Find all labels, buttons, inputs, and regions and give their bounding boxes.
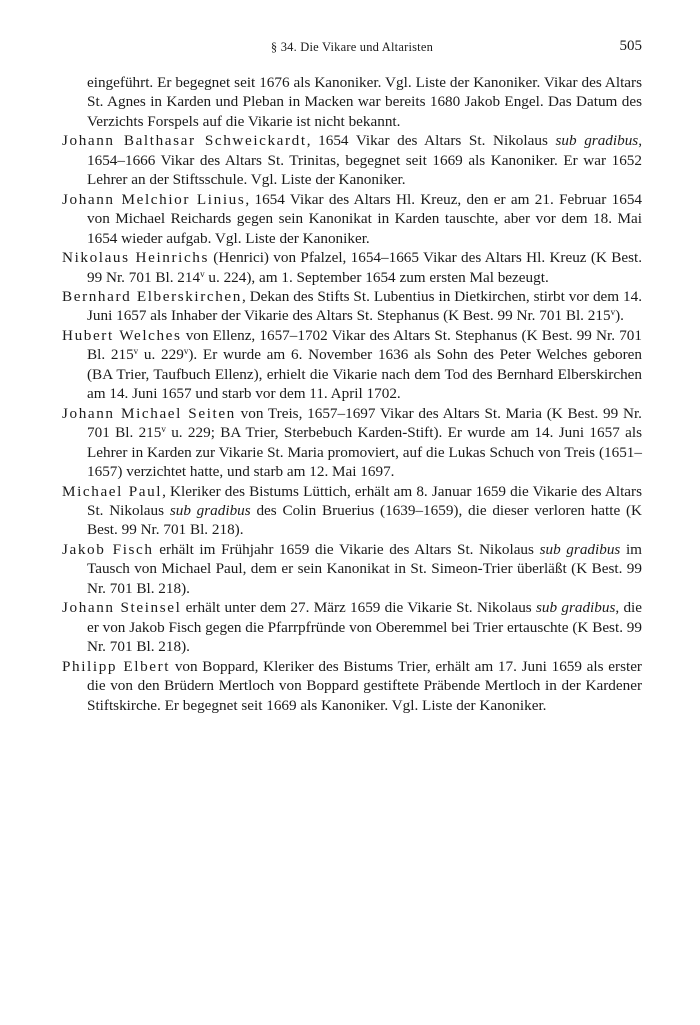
entry-text: u. 229: [138, 346, 184, 364]
entry-text: des Colin Bruerius (1639–1659), die dieser verloren hatte (K Best. 99 Nr. 701 Bl. 218).: [87, 501, 642, 539]
entry-name: Nikolaus Heinrichs: [62, 249, 209, 267]
entry-list: [62, 131, 642, 715]
latin-phrase: sub gradibus: [535, 599, 616, 617]
continuation-paragraph: eingeführt. Er begegnet seit 1676 als Kanoniker. Vgl. Liste der Kanoniker. Vikar des Altars St. Agnes in Karden und Pleban in Macken war bereits 1680 Jakob Engel. Das Datum des Verzichts Forspels auf die Vikarie ist nicht bekannt.: [87, 74, 642, 130]
entry-name: Johann Balthasar Schweickardt: [62, 132, 307, 150]
entry-name: Philipp Elbert: [62, 657, 171, 675]
entry-text: (Henrici) von Pfalzel, 1654–1665 Vikar des Altars Hl. Kreuz (K Best. 99 Nr. 701 Bl. 214: [87, 249, 642, 286]
entry-name: Johann Melchior Linius: [62, 190, 246, 208]
entry-name: Jakob Fisch: [62, 540, 154, 558]
entry-text: von Ellenz, 1657–1702 Vikar des Altars St. Stephanus (K Best. 99 Nr. 701 Bl. 215: [87, 326, 642, 364]
entry-text: , Kleriker des Bistums Lüttich, erhält am 8. Januar 1659 die Vikarie des Altars St. Nikolaus: [87, 482, 642, 519]
entry-text: , die er von Jakob Fisch gegen die Pfarrpfründe von Oberemmel bei Trier ertauschte (K Best. 99 Nr. 701 Bl. 218).: [87, 599, 643, 656]
entry-paragraph: [62, 657, 642, 715]
entry-name: Michael Paul: [62, 482, 163, 500]
entry-text: von Boppard, Kleriker des Bistums Trier, erhält am 17. Juni 1659 als erster die von den Brüdern Mertloch von Boppard gestiftete Präbende Mertloch in der Kardener Stiftskirche. Er begegnet seit 1669 als Kanoniker. Vgl. Liste der Kanoniker.: [87, 657, 642, 714]
entry-text: erhält im Frühjahr 1659 die Vikarie des Altars St. Nikolaus: [153, 540, 540, 558]
entry-paragraph: [62, 482, 642, 540]
section-title: § 34. Die Vikare und Altaristen: [270, 40, 434, 54]
folio-verso-mark: v: [133, 346, 139, 357]
body-text: [62, 73, 642, 715]
entry-text: , 1654 Vikar des Altars Hl. Kreuz, den er am 21. Februar 1654 von Michael Reichards gegen sein Kanonikat in Karden tauschte, aber vor dem 18. Mai 1654 wieder aufgab. Vgl. Liste der Kanoniker.: [87, 190, 643, 247]
entry-paragraph: [62, 598, 642, 656]
entry-text: erhält unter dem 27. März 1659 die Vikarie St. Nikolaus: [181, 599, 536, 617]
folio-verso-mark: v: [161, 424, 166, 435]
entry-name: Johann Michael Seiten: [62, 404, 236, 422]
entry-text: im Tausch von Michael Paul, dem er sein Kanonikat in St. Simeon-Trier überläßt (K Best. 99 Nr. 701 Bl. 218).: [87, 540, 642, 597]
entry-paragraph: [62, 404, 642, 482]
latin-phrase: sub gradibus: [169, 501, 251, 519]
entry-text: , 1654 Vikar des Altars St. Nikolaus: [306, 132, 556, 150]
entry-name: Hubert Welches: [62, 326, 182, 344]
entry-paragraph: [62, 540, 642, 598]
entry-name: Johann Steinsel: [62, 599, 182, 617]
running-head: [62, 38, 642, 58]
entry-text: von Treis, 1657–1697 Vikar des Altars St. Maria (K Best. 99 Nr. 701 Bl. 215: [87, 404, 642, 442]
entry-paragraph: [62, 248, 642, 287]
latin-phrase: sub gradibus: [555, 132, 639, 150]
entry-paragraph: [62, 326, 642, 404]
entry-text: ).: [615, 307, 624, 325]
entry-paragraph: [62, 131, 642, 189]
entry-text: , 1654–1666 Vikar des Altars St. Trinitas, begegnet seit 1669 als Kanoniker. Er war 1652 Lehrer an der Stiftsschule. Vgl. Liste der Kanoniker.: [87, 132, 643, 189]
entry-text: u. 224), am 1. September 1654 zum ersten Mal bezeugt.: [204, 268, 549, 286]
latin-phrase: sub gradibus: [539, 540, 621, 558]
folio-verso-mark: v: [183, 346, 189, 357]
folio-verso-mark: v: [610, 307, 616, 318]
entry-text: ). Er wurde am 6. November 1636 als Sohn des Peter Welches geboren (BA Trier, Taufbuch Ellenz), erhielt die Vikarie nach dem Tod des Bernhard Elberskirchen am 14. Juni 1657 und starb vor dem 11. April 1702.: [87, 346, 642, 403]
entry-paragraph: [62, 287, 642, 326]
page-number: 505: [619, 38, 642, 54]
entry-text: , Dekan des Stifts St. Lubentius in Dietkirchen, stirbt vor dem 14. Juni 1657 als Inhaber der Vikarie des Altars St. Stephanus (K Best. 99 Nr. 701 Bl. 215: [87, 287, 642, 325]
entry-name: Bernhard Elberskirchen: [62, 287, 242, 305]
folio-verso-mark: v: [200, 268, 205, 279]
entry-paragraph: [62, 190, 642, 248]
entry-text: u. 229; BA Trier, Sterbebuch Karden-Stift). Er wurde am 14. Juni 1657 als Lehrer in Karden zur Vikarie St. Maria promoviert, auf die Lukas Schuch von Treis (1651–1657) verzichtet hatte, und starb am 12. Mai 1697.: [87, 424, 642, 481]
